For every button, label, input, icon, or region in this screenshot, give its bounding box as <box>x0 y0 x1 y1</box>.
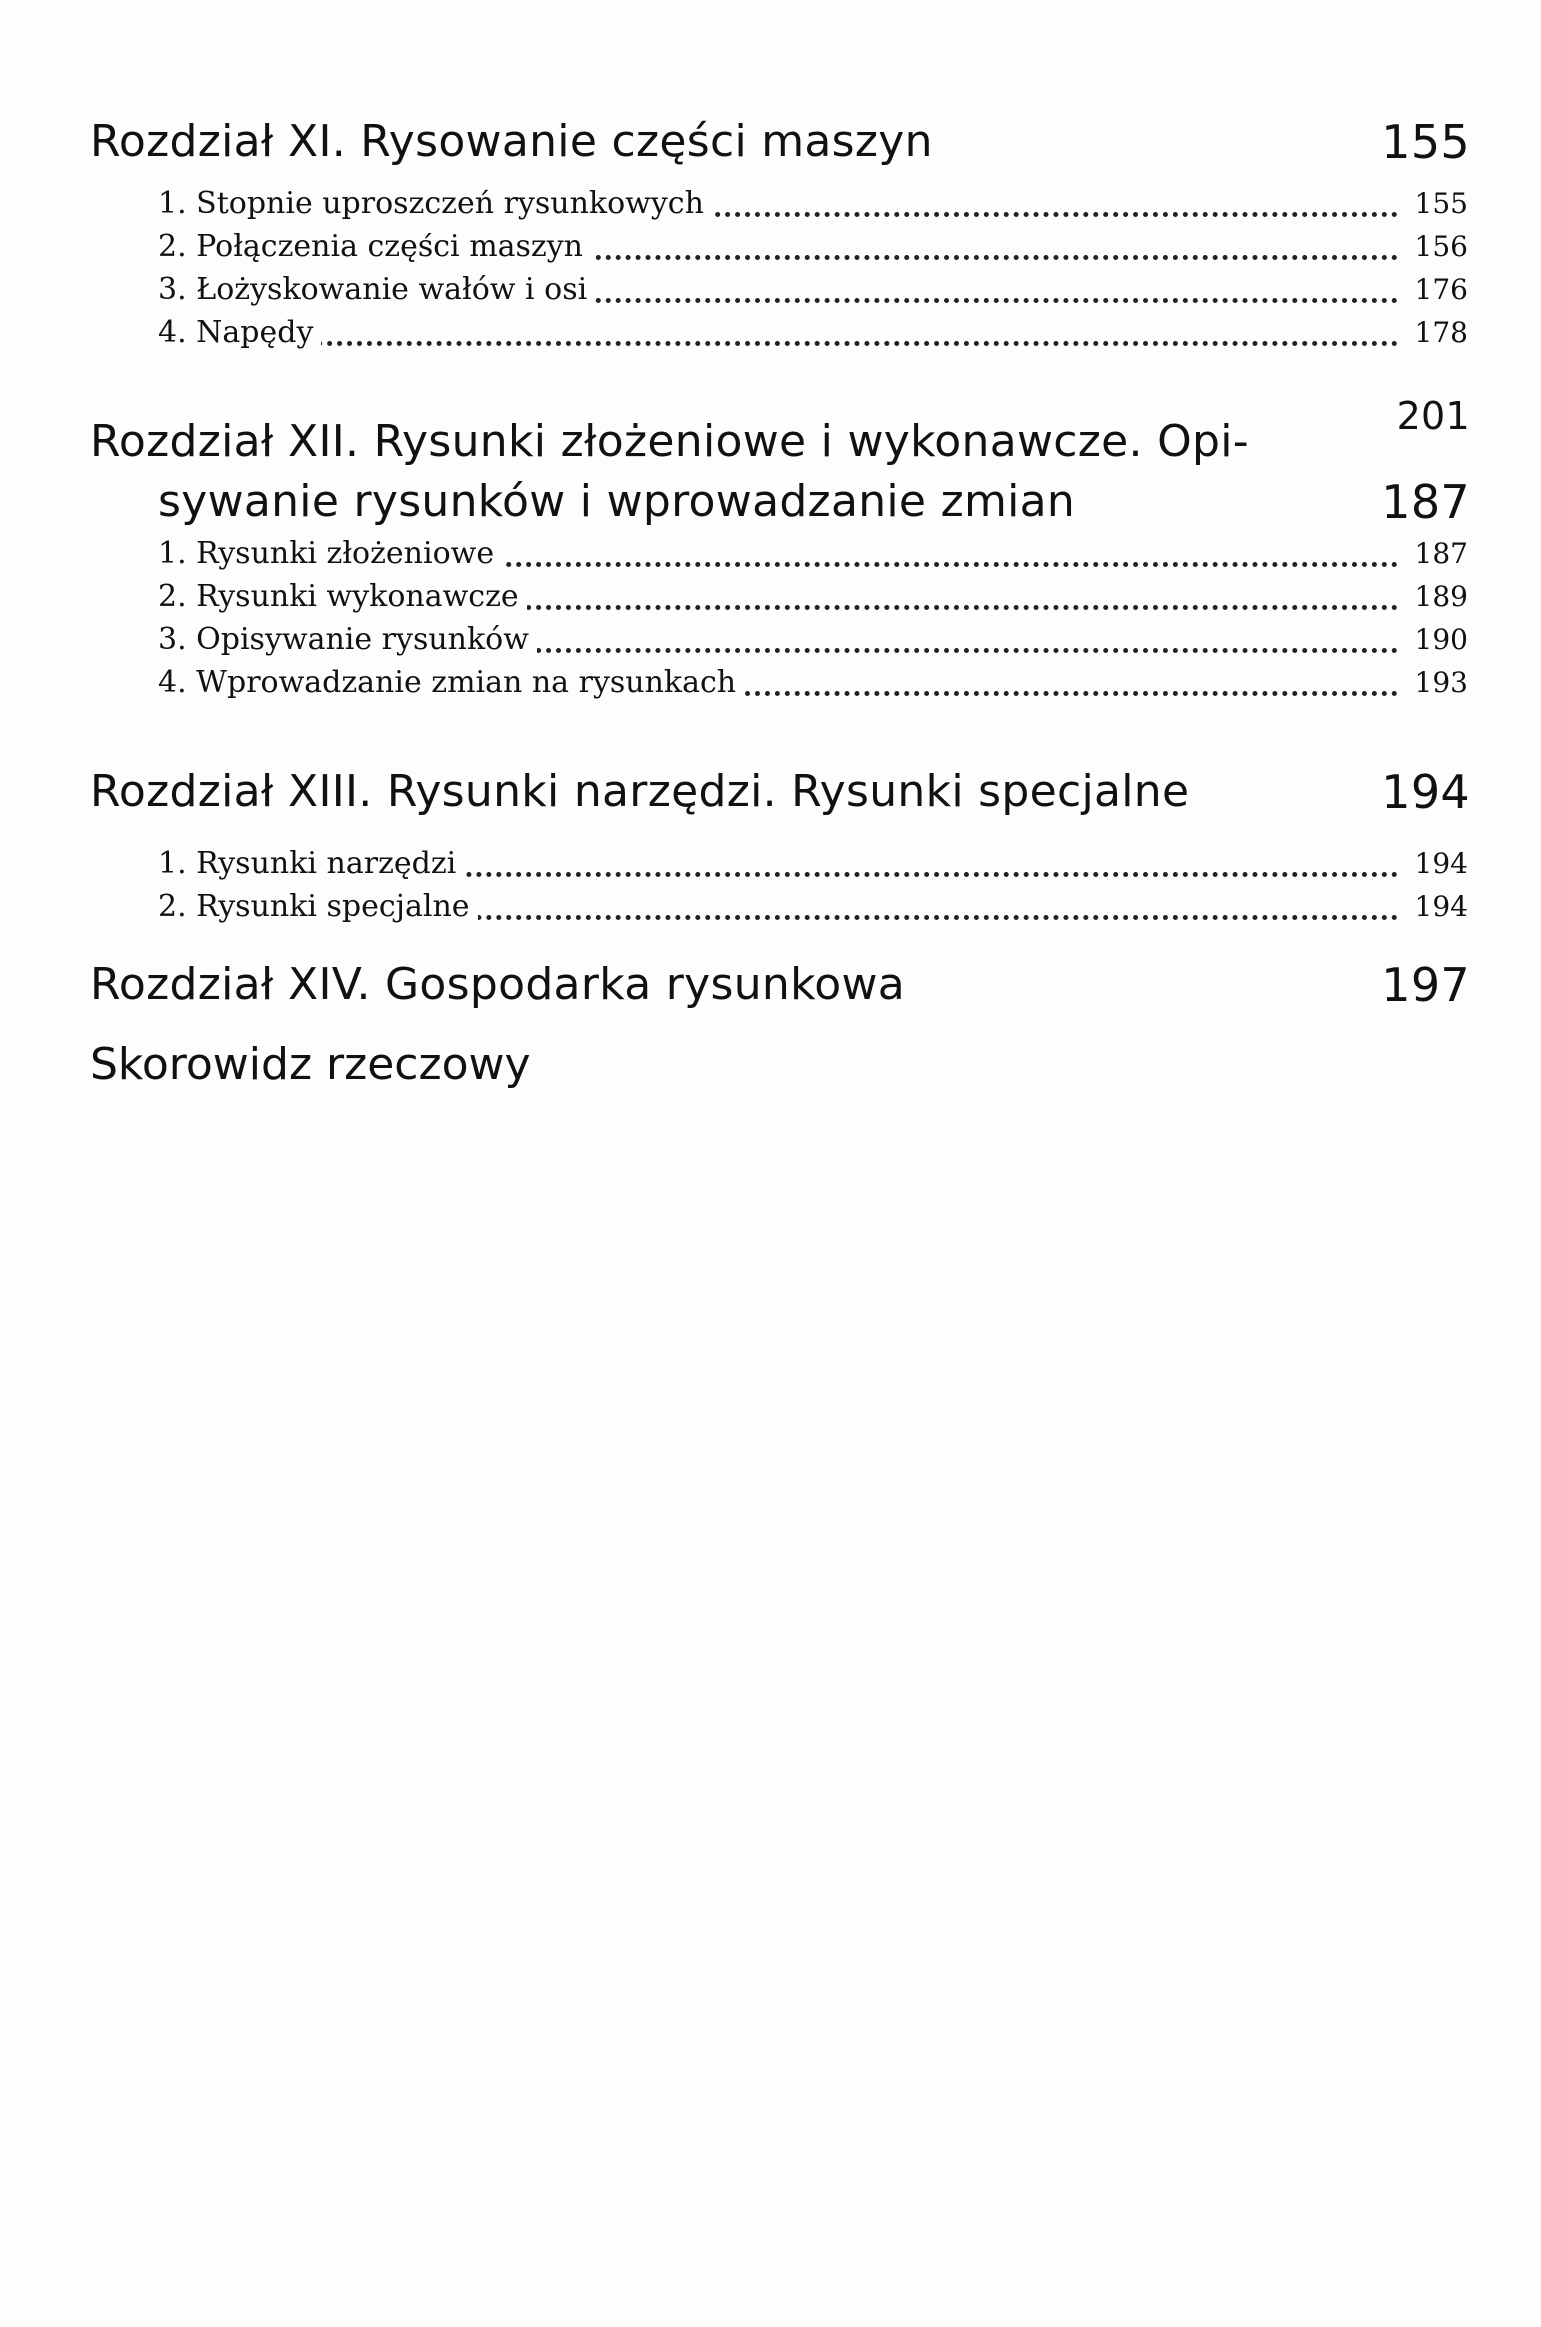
chapter-xi-page: 155 <box>1381 115 1470 169</box>
chapter-xiv-title: Rozdział XIV. Gospodarka rysunkowa <box>90 959 906 1010</box>
entry-label: 4. Wprowadzanie zmian na rysunkach <box>158 665 744 700</box>
entry-label: 1. Stopnie uproszczeń rysunkowych <box>158 186 712 221</box>
toc-entry <box>158 619 1468 661</box>
entry-label: 1. Rysunki narzędzi <box>158 846 464 881</box>
toc-entry <box>158 533 1468 575</box>
entry-page: 156 <box>1404 226 1468 268</box>
chapter-xi-title: Rozdział XI. Rysowanie części maszyn <box>90 116 933 167</box>
entry-page: 178 <box>1404 312 1468 354</box>
entry-label: 2. Rysunki specjalne <box>158 889 478 924</box>
entry-page: 155 <box>1404 183 1468 225</box>
toc-entry <box>158 576 1468 618</box>
toc-entry <box>158 312 1468 354</box>
chapter-xii-page: 187 <box>1381 475 1470 529</box>
entry-page: 189 <box>1404 576 1468 618</box>
entry-page: 194 <box>1404 886 1468 928</box>
chapter-xiii-page: 194 <box>1381 765 1470 819</box>
chapter-xiii-title: Rozdział XIII. Rysunki narzędzi. Rysunki specjalne <box>90 766 1190 817</box>
index-heading: Skorowidz rzeczowy <box>90 1039 531 1090</box>
toc-entry <box>158 662 1468 704</box>
chapter-xii-heading <box>90 394 1470 532</box>
leader-dots <box>158 341 1398 346</box>
entry-label: 2. Rysunki wykonawcze <box>158 579 527 614</box>
chapter-xi-heading <box>90 112 1470 172</box>
entry-label: 3. Łożyskowanie wałów i osi <box>158 272 595 307</box>
entry-label: 4. Napędy <box>158 315 321 350</box>
chapter-xii-title: Rozdział XII. Rysunki złożeniowe i wykonawcze. Opi- <box>90 416 1249 467</box>
entry-page: 193 <box>1404 662 1468 704</box>
toc-entry <box>158 269 1468 311</box>
entry-page: 176 <box>1404 269 1468 311</box>
chapter-xii-title-line2: sywanie rysunków i wprowadzanie zmian <box>158 476 1076 527</box>
toc-entry <box>158 843 1468 885</box>
entry-page: 190 <box>1404 619 1468 661</box>
toc-entry <box>158 183 1468 225</box>
toc-entry <box>158 226 1468 268</box>
entry-label: 1. Rysunki złożeniowe <box>158 536 502 571</box>
chapter-xiv-page: 197 <box>1381 958 1470 1012</box>
entry-label: 2. Połączenia części maszyn <box>158 229 591 264</box>
toc-entry <box>158 886 1468 928</box>
entry-page: 187 <box>1404 533 1468 575</box>
chapter-xii-extra-number: 201 <box>1396 394 1470 438</box>
entry-label: 3. Opisywanie rysunków <box>158 622 537 657</box>
chapter-xiii-heading <box>90 762 1470 822</box>
chapter-xiv-heading <box>90 955 1470 1015</box>
entry-page: 194 <box>1404 843 1468 885</box>
